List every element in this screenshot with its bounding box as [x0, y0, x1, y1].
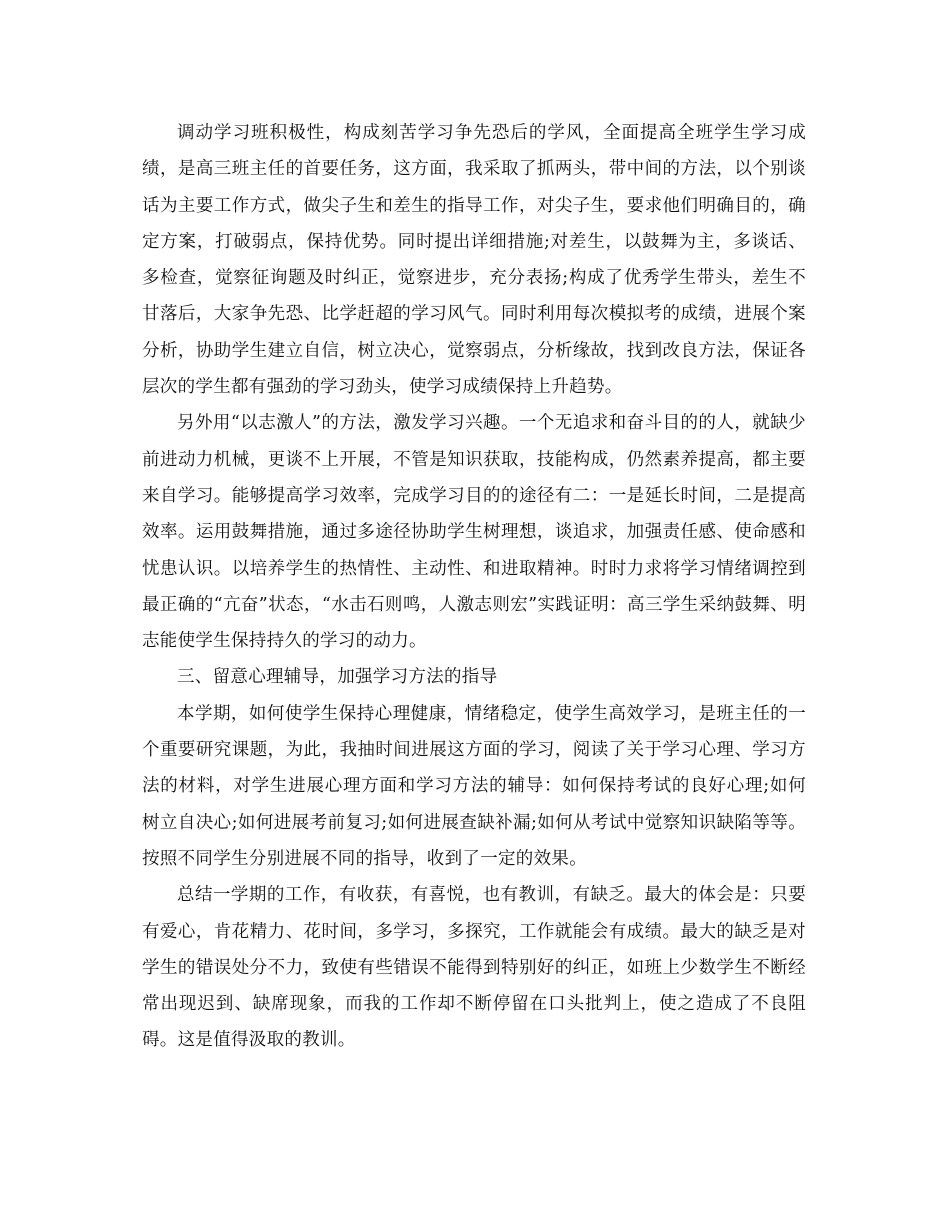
section-heading-psychological-guidance: 三、留意心理辅导，加强学习方法的指导 — [177, 667, 498, 688]
paragraph-inspiration-method: 另外用“以志激人”的方法，激发学习兴趣。一个无追求和奋斗目的的人，就缺少前进动力机械，更谈不上开展，不管是知识获取，技能构成，仍然素养提高，都主要来自学习。能够提高学习效率，完成学习目的的途径有二：一是延长时间，二是提高效率。运用鼓舞措施，通过多途径协助学生树理想，谈追求，加强责任感、使命感和忧患认识。以培养学生的热情性、主动性、和进取精神。时时力求将学习情绪调控到最正确的“亢奋”状态，“水击石则鸣，人激志则宏”实践证明：高三学生采纳鼓舞、明志能使学生保持持久的学习的动力。 — [142, 413, 806, 652]
paragraph-study-motivation: 调动学习班积极性，构成刻苦学习争先恐后的学风，全面提高全班学生学习成绩，是高三班主任的首要任务，这方面，我采取了抓两头，带中间的方法，以个别谈话为主要工作方式，做尖子生和差生的指导工作，对尖子生，要求他们明确目的，确定方案，打破弱点，保持优势。同时提出详细措施;对差生，以鼓舞为主，多谈话、多检查，觉察征询题及时纠正，觉察进步，充分表扬;构成了优秀学生带头，差生不甘落后，大家争先恐、比学赶超的学习风气。同时利用每次模拟考的成绩，进展个案分析，协助学生建立自信，树立决心，觉察弱点，分析缘故，找到改良方法，保证各层次的学生都有强劲的学习劲头，使学习成绩保持上升趋势。 — [142, 123, 806, 398]
paragraph-psychological-guidance: 本学期，如何使学生保持心理健康，情绪稳定，使学生高效学习，是班主任的一个重要研究课题，为此，我抽时间进展这方面的学习，阅读了关于学习心理、学习方法的材料，对学生进展心理方面和学习方法的辅导：如何保持考试的良好心理;如何树立自决心;如何进展考前复习;如何进展查缺补漏;如何从考试中觉察知识缺陷等等。按照不同学生分别进展不同的指导，收到了一定的效果。 — [142, 703, 806, 869]
paragraph-semester-summary: 总结一学期的工作，有收获，有喜悦，也有教训，有缺乏。最大的体会是：只要有爱心，肯花精力、花时间，多学习，多探究，工作就能会有成绩。最大的缺乏是对学生的错误处分不力，致使有些错误不能得到特别好的纠正，如班上少数学生不断经常出现迟到、缺席现象，而我的工作却不断停留在口头批判上，使之造成了不良阻碍。这是值得汲取的教训。 — [142, 885, 806, 1051]
document-body — [142, 115, 806, 1059]
